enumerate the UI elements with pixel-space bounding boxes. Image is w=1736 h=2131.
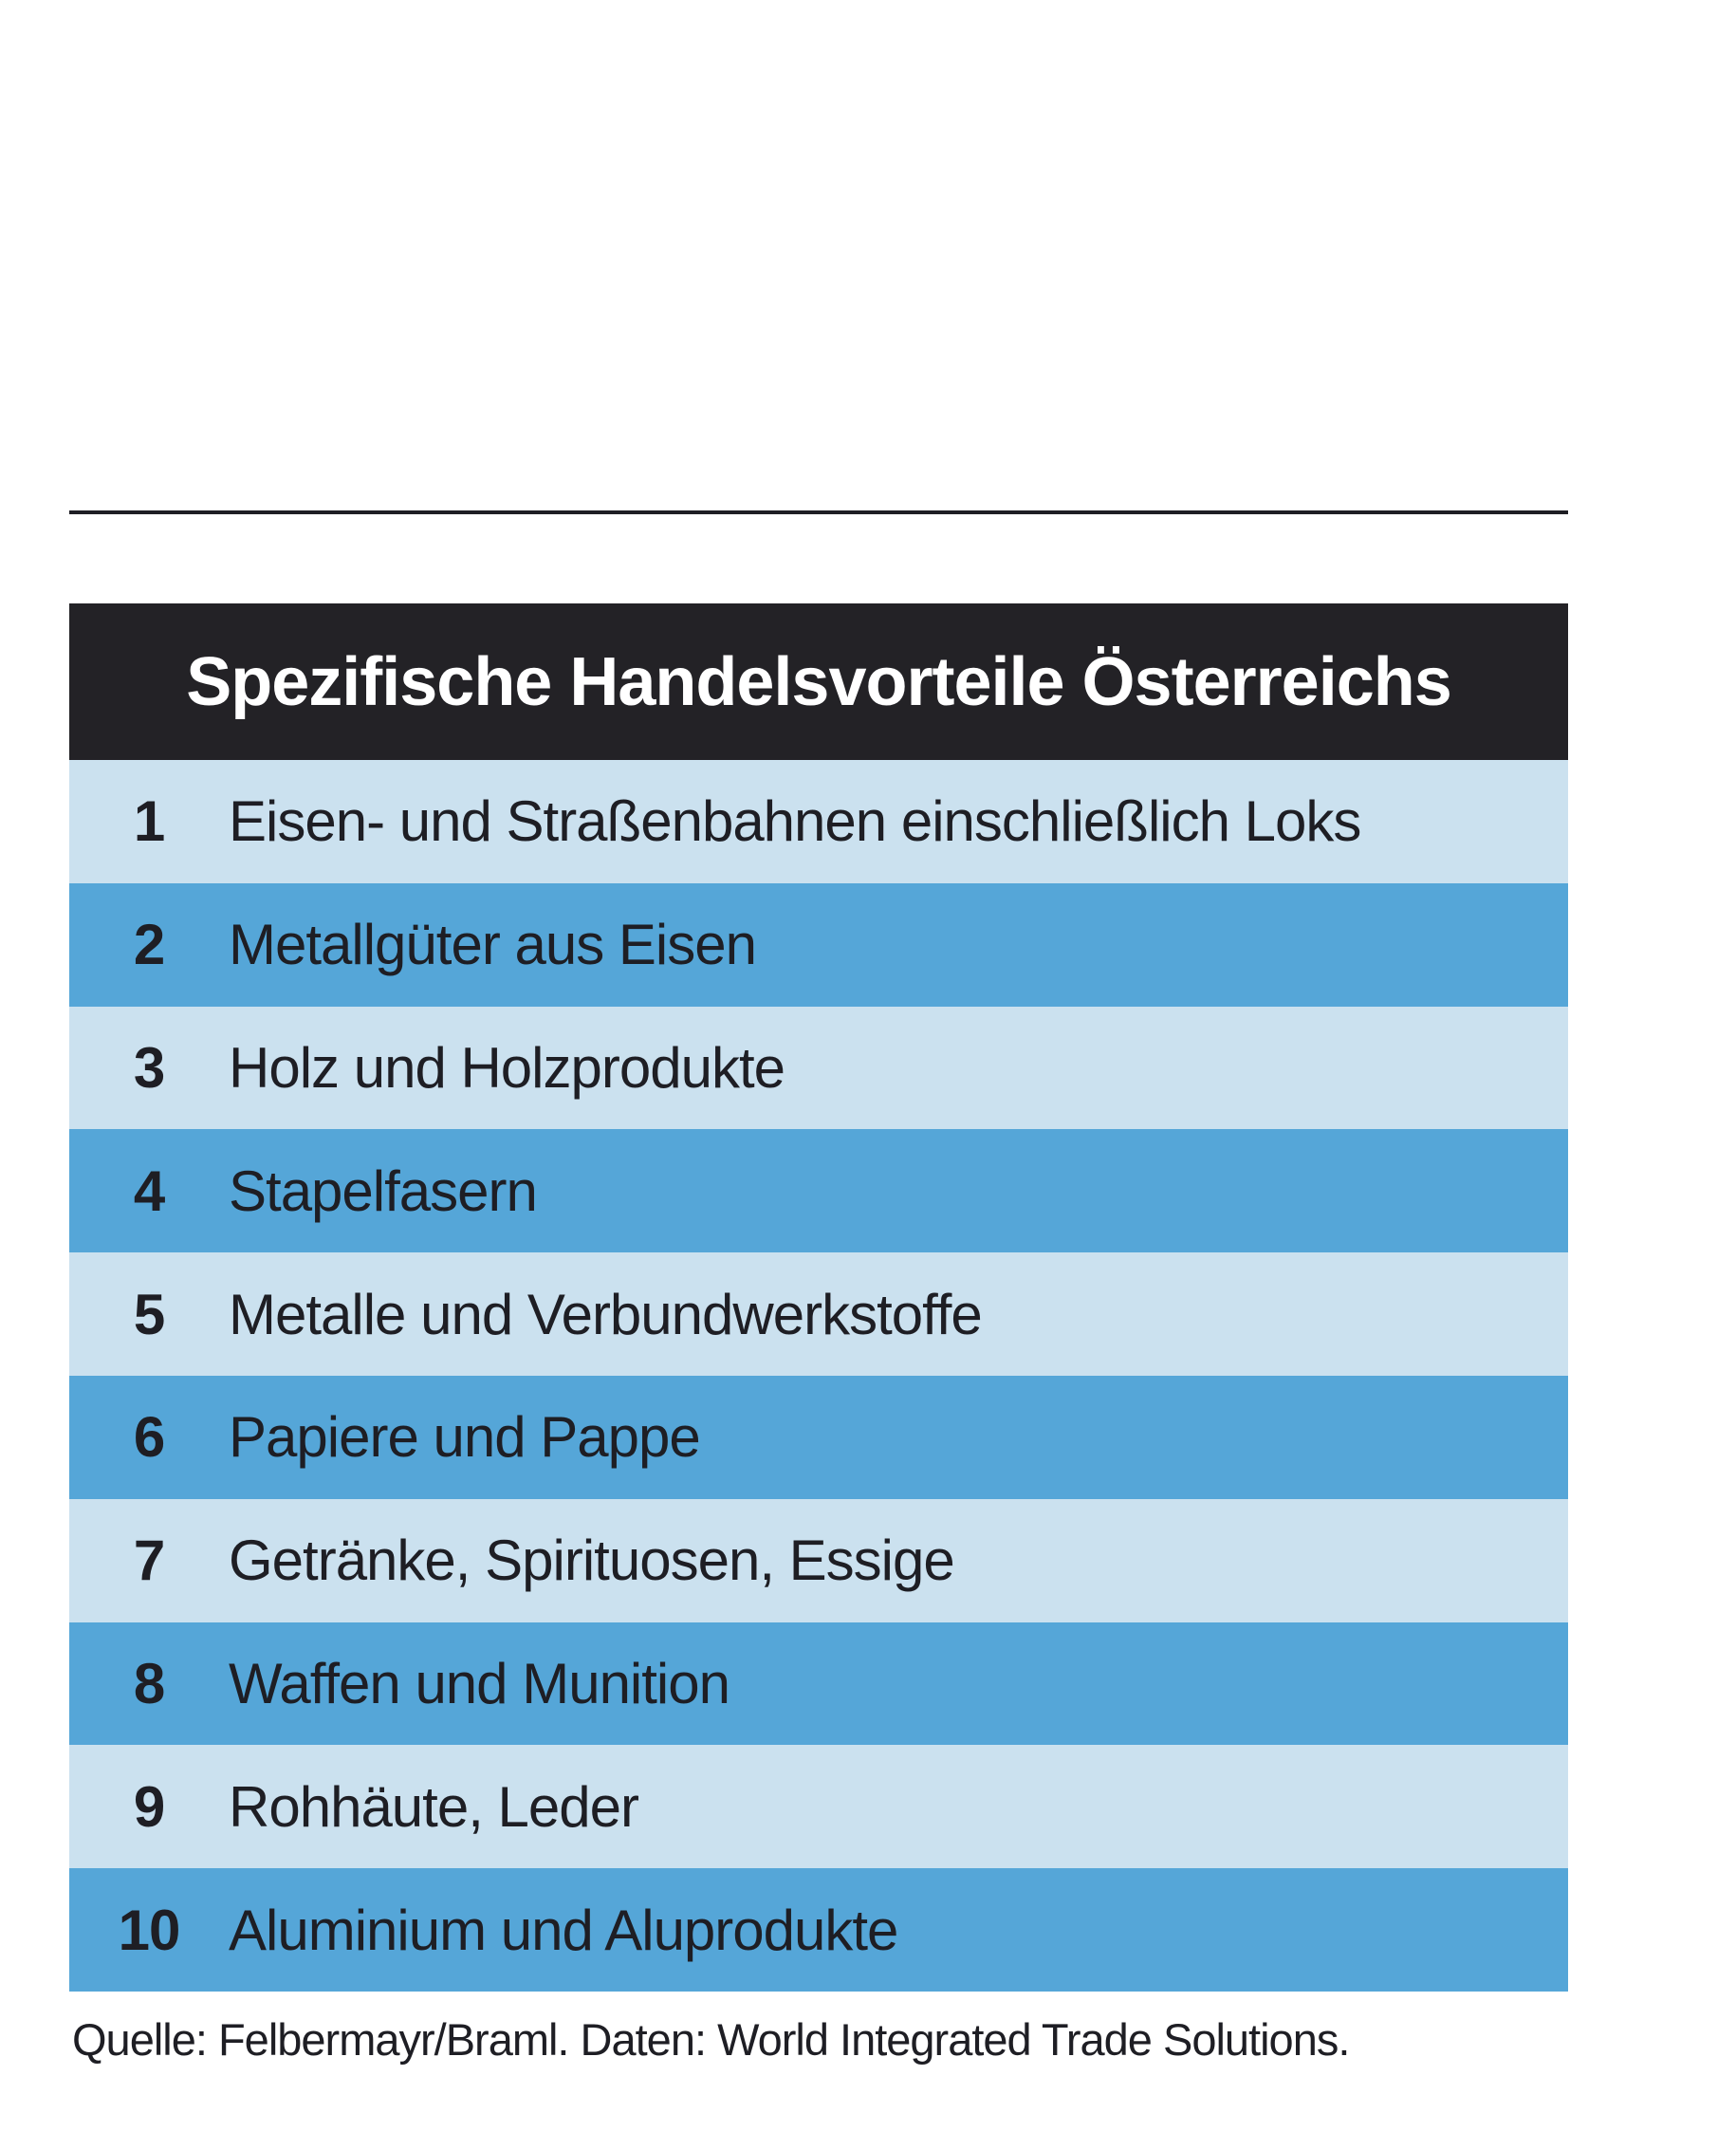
table-row (69, 1622, 1568, 1746)
row-label: Metallgüter aus Eisen (229, 913, 756, 977)
row-label: Aluminium und Aluprodukte (229, 1898, 898, 1962)
row-label: Holz und Holzprodukte (229, 1035, 785, 1100)
row-rank: 5 (133, 1282, 165, 1346)
row-rank: 8 (133, 1651, 165, 1715)
row-label: Rohhäute, Leder (229, 1774, 639, 1839)
table-row (69, 1007, 1568, 1130)
table-row (69, 1129, 1568, 1252)
row-label: Metalle und Verbundwerkstoffe (229, 1282, 982, 1346)
table-row (69, 760, 1568, 883)
table-row (69, 1499, 1568, 1622)
source-note: Quelle: Felbermayr/Braml. Daten: World Integrated Trade Solutions. (72, 2014, 1350, 2065)
row-label: Stapelfasern (229, 1158, 537, 1223)
row-label: Waffen und Munition (229, 1651, 730, 1715)
row-rank: 3 (133, 1035, 165, 1100)
row-rank: 4 (133, 1158, 165, 1223)
top-divider-line (69, 510, 1568, 514)
row-label: Papiere und Pappe (229, 1405, 700, 1470)
row-rank: 2 (133, 913, 165, 977)
ranking-table (69, 603, 1568, 1992)
row-rank: 10 (118, 1898, 180, 1962)
row-rank: 1 (133, 789, 165, 854)
row-label: Getränke, Spirituosen, Essige (229, 1529, 954, 1593)
row-label: Eisen- und Straßenbahnen einschließlich Loks (229, 789, 1361, 854)
table-row (69, 1252, 1568, 1376)
row-rank: 6 (133, 1405, 165, 1470)
table-row (69, 1376, 1568, 1499)
table-row (69, 1745, 1568, 1868)
row-rank: 9 (133, 1774, 165, 1839)
row-rank: 7 (133, 1529, 165, 1593)
table-row (69, 1868, 1568, 1992)
table-title: Spezifische Handelsvorteile Österreichs (69, 603, 1568, 760)
table-row (69, 883, 1568, 1007)
